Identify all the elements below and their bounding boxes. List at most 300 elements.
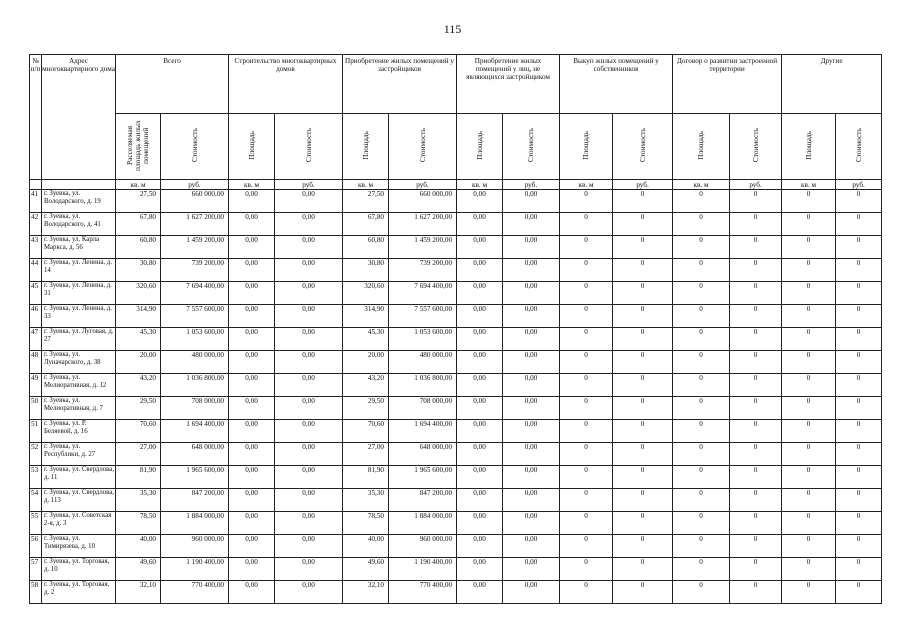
construction-area: 0,00 [229, 305, 275, 328]
unit-area: кв. м [673, 180, 730, 190]
non-developer-area: 0,00 [457, 397, 503, 420]
developer-cost: 1 627 200,00 [389, 213, 457, 236]
construction-area: 0,00 [229, 374, 275, 397]
developer-cost: 1 694 400,00 [389, 420, 457, 443]
header-row-subcolumns [30, 114, 882, 180]
row-number: 52 [30, 443, 42, 466]
header-area: Площадь [673, 114, 730, 180]
construction-area: 0,00 [229, 282, 275, 305]
header-row-groups [30, 55, 882, 114]
table-row [30, 420, 882, 443]
table-row [30, 328, 882, 351]
table-row [30, 489, 882, 512]
non-developer-cost: 0,00 [503, 581, 560, 604]
row-number: 46 [30, 305, 42, 328]
row-address: г. Зуевка, ул. Тимирязева, д. 10 [42, 535, 116, 558]
non-developer-cost: 0,00 [503, 190, 560, 213]
table-row [30, 535, 882, 558]
buyout-area: 0 [560, 581, 613, 604]
header-group-total: Всего [116, 55, 229, 114]
header-group-non-developer-purchase: Приобретение жилых помещений у лиц, не являющихся застройщиком [457, 55, 560, 114]
other-area: 0 [782, 328, 836, 351]
other-area: 0 [782, 213, 836, 236]
header-area: Площадь [457, 114, 503, 180]
construction-area: 0,00 [229, 259, 275, 282]
total-cost: 648 000,00 [161, 443, 229, 466]
developer-area: 27,50 [343, 190, 389, 213]
buyout-cost: 0 [613, 190, 673, 213]
header-area: Площадь [229, 114, 275, 180]
row-number: 57 [30, 558, 42, 581]
total-cost: 7 694 400,00 [161, 282, 229, 305]
developer-area: 35,30 [343, 489, 389, 512]
other-cost: 0 [836, 236, 882, 259]
non-developer-cost: 0,00 [503, 351, 560, 374]
other-area: 0 [782, 581, 836, 604]
header-cost: Стоимость [275, 114, 343, 180]
other-cost: 0 [836, 420, 882, 443]
total-cost: 770 400,00 [161, 581, 229, 604]
total-cost: 739 200,00 [161, 259, 229, 282]
buyout-cost: 0 [613, 489, 673, 512]
unit-rub: руб. [275, 180, 343, 190]
other-cost: 0 [836, 558, 882, 581]
table-row [30, 351, 882, 374]
unit-rub: руб. [389, 180, 457, 190]
buyout-cost: 0 [613, 397, 673, 420]
non-developer-area: 0,00 [457, 190, 503, 213]
other-area: 0 [782, 397, 836, 420]
non-developer-cost: 0,00 [503, 236, 560, 259]
row-number: 54 [30, 489, 42, 512]
header-cost: Стоимость [161, 114, 229, 180]
construction-area: 0,00 [229, 466, 275, 489]
construction-cost: 0,00 [275, 236, 343, 259]
row-address: г. Зуевка, ул. Ленина, д. 14 [42, 259, 116, 282]
agreement-area: 0 [673, 443, 730, 466]
agreement-area: 0 [673, 236, 730, 259]
header-group-construction: Строительство многоквартирных домов [229, 55, 343, 114]
header-row-units [30, 180, 882, 190]
table-row [30, 558, 882, 581]
table-row [30, 259, 882, 282]
other-cost: 0 [836, 466, 882, 489]
row-address: г. Зуевка, ул. Ленина, д. 31 [42, 282, 116, 305]
construction-cost: 0,00 [275, 328, 343, 351]
construction-area: 0,00 [229, 535, 275, 558]
table-row [30, 397, 882, 420]
construction-area: 0,00 [229, 420, 275, 443]
row-address: г. Зуевка, ул. Советская 2-я, д. 3 [42, 512, 116, 535]
header-group-other: Другие [782, 55, 882, 114]
developer-cost: 648 000,00 [389, 443, 457, 466]
table-row [30, 443, 882, 466]
construction-cost: 0,00 [275, 397, 343, 420]
non-developer-cost: 0,00 [503, 374, 560, 397]
non-developer-area: 0,00 [457, 420, 503, 443]
other-cost: 0 [836, 328, 882, 351]
construction-cost: 0,00 [275, 351, 343, 374]
construction-cost: 0,00 [275, 374, 343, 397]
total-area: 29,50 [116, 397, 161, 420]
total-cost: 7 557 600,00 [161, 305, 229, 328]
non-developer-cost: 0,00 [503, 305, 560, 328]
non-developer-area: 0,00 [457, 259, 503, 282]
developer-area: 78,50 [343, 512, 389, 535]
unit-rub: руб. [613, 180, 673, 190]
total-cost: 847 200,00 [161, 489, 229, 512]
buyout-cost: 0 [613, 420, 673, 443]
construction-cost: 0,00 [275, 282, 343, 305]
row-number: 47 [30, 328, 42, 351]
table-row [30, 374, 882, 397]
table-row [30, 305, 882, 328]
buyout-cost: 0 [613, 282, 673, 305]
unit-area: кв. м [457, 180, 503, 190]
developer-area: 320,60 [343, 282, 389, 305]
non-developer-area: 0,00 [457, 374, 503, 397]
agreement-cost: 0 [730, 259, 782, 282]
total-area: 70,60 [116, 420, 161, 443]
buyout-cost: 0 [613, 259, 673, 282]
unit-area: кв. м [116, 180, 161, 190]
developer-cost: 708 000,00 [389, 397, 457, 420]
other-cost: 0 [836, 581, 882, 604]
agreement-cost: 0 [730, 535, 782, 558]
non-developer-cost: 0,00 [503, 443, 560, 466]
header-cost: Стоимость [613, 114, 673, 180]
total-cost: 1 190 400,00 [161, 558, 229, 581]
row-address: г. Зуевка, ул. Володарского, д. 41 [42, 213, 116, 236]
total-area: 43,20 [116, 374, 161, 397]
developer-area: 40,00 [343, 535, 389, 558]
non-developer-area: 0,00 [457, 512, 503, 535]
total-cost: 960 000,00 [161, 535, 229, 558]
non-developer-cost: 0,00 [503, 328, 560, 351]
agreement-cost: 0 [730, 581, 782, 604]
buyout-area: 0 [560, 259, 613, 282]
header-cost: Стоимость [836, 114, 882, 180]
unit-area: кв. м [782, 180, 836, 190]
other-cost: 0 [836, 374, 882, 397]
total-area: 27,00 [116, 443, 161, 466]
construction-cost: 0,00 [275, 420, 343, 443]
construction-cost: 0,00 [275, 581, 343, 604]
developer-cost: 1 884 000,00 [389, 512, 457, 535]
other-cost: 0 [836, 351, 882, 374]
header-group-buyout: Выкуп жилых помещений у собственников [560, 55, 673, 114]
row-number: 51 [30, 420, 42, 443]
agreement-area: 0 [673, 305, 730, 328]
header-area: Площадь [560, 114, 613, 180]
total-cost: 1 459 200,00 [161, 236, 229, 259]
developer-cost: 7 694 400,00 [389, 282, 457, 305]
construction-area: 0,00 [229, 328, 275, 351]
other-area: 0 [782, 466, 836, 489]
other-area: 0 [782, 489, 836, 512]
agreement-cost: 0 [730, 397, 782, 420]
total-area: 78,50 [116, 512, 161, 535]
resettlement-table [29, 54, 882, 604]
buyout-cost: 0 [613, 535, 673, 558]
buyout-area: 0 [560, 512, 613, 535]
total-area: 49,60 [116, 558, 161, 581]
total-cost: 480 000,00 [161, 351, 229, 374]
total-cost: 1 965 600,00 [161, 466, 229, 489]
row-number: 55 [30, 512, 42, 535]
non-developer-cost: 0,00 [503, 213, 560, 236]
total-area: 60,80 [116, 236, 161, 259]
other-area: 0 [782, 512, 836, 535]
unit-area: кв. м [343, 180, 389, 190]
buyout-area: 0 [560, 535, 613, 558]
non-developer-area: 0,00 [457, 305, 503, 328]
other-cost: 0 [836, 190, 882, 213]
page-number: 115 [443, 22, 462, 36]
developer-area: 32,10 [343, 581, 389, 604]
non-developer-area: 0,00 [457, 443, 503, 466]
row-number: 48 [30, 351, 42, 374]
row-address: г. Зуевка, ул. Володарского, д. 19 [42, 190, 116, 213]
header-address: Адрес многоквартирного дома [42, 55, 116, 180]
row-number: 42 [30, 213, 42, 236]
buyout-area: 0 [560, 374, 613, 397]
other-area: 0 [782, 190, 836, 213]
developer-area: 43,20 [343, 374, 389, 397]
total-area: 32,10 [116, 581, 161, 604]
non-developer-cost: 0,00 [503, 489, 560, 512]
buyout-cost: 0 [613, 466, 673, 489]
buyout-area: 0 [560, 213, 613, 236]
developer-cost: 1 053 600,00 [389, 328, 457, 351]
non-developer-area: 0,00 [457, 282, 503, 305]
buyout-area: 0 [560, 328, 613, 351]
row-address: г. Зуевка, ул. Ленина, д. 33 [42, 305, 116, 328]
developer-area: 49,60 [343, 558, 389, 581]
agreement-area: 0 [673, 328, 730, 351]
construction-cost: 0,00 [275, 558, 343, 581]
buyout-area: 0 [560, 351, 613, 374]
row-number: 49 [30, 374, 42, 397]
buyout-area: 0 [560, 236, 613, 259]
non-developer-cost: 0,00 [503, 558, 560, 581]
unit-rub: руб. [503, 180, 560, 190]
non-developer-cost: 0,00 [503, 512, 560, 535]
non-developer-cost: 0,00 [503, 535, 560, 558]
developer-area: 81,90 [343, 466, 389, 489]
other-area: 0 [782, 236, 836, 259]
total-cost: 1 036 800,00 [161, 374, 229, 397]
agreement-cost: 0 [730, 328, 782, 351]
agreement-area: 0 [673, 535, 730, 558]
table-body [30, 190, 882, 604]
construction-cost: 0,00 [275, 259, 343, 282]
total-cost: 1 627 200,00 [161, 213, 229, 236]
row-address: г. Зуевка, ул. Мелиоративная, д. 12 [42, 374, 116, 397]
row-address: г. Зуевка, ул. Мелиоративная, д. 7 [42, 397, 116, 420]
row-address: г. Зуевка, ул. Торговая, д. 10 [42, 558, 116, 581]
developer-cost: 1 459 200,00 [389, 236, 457, 259]
non-developer-area: 0,00 [457, 581, 503, 604]
header-cost: Стоимость [389, 114, 457, 180]
developer-area: 20,00 [343, 351, 389, 374]
row-number: 44 [30, 259, 42, 282]
other-cost: 0 [836, 512, 882, 535]
row-number: 50 [30, 397, 42, 420]
agreement-area: 0 [673, 581, 730, 604]
non-developer-cost: 0,00 [503, 466, 560, 489]
buyout-area: 0 [560, 443, 613, 466]
header-no: № п/п [30, 55, 42, 180]
agreement-area: 0 [673, 213, 730, 236]
non-developer-area: 0,00 [457, 489, 503, 512]
other-area: 0 [782, 443, 836, 466]
table-row [30, 282, 882, 305]
agreement-cost: 0 [730, 558, 782, 581]
agreement-cost: 0 [730, 512, 782, 535]
agreement-area: 0 [673, 190, 730, 213]
developer-area: 314,90 [343, 305, 389, 328]
total-area: 45,30 [116, 328, 161, 351]
developer-cost: 770 400,00 [389, 581, 457, 604]
buyout-area: 0 [560, 466, 613, 489]
agreement-area: 0 [673, 466, 730, 489]
unit-area: кв. м [560, 180, 613, 190]
non-developer-area: 0,00 [457, 351, 503, 374]
developer-area: 27,00 [343, 443, 389, 466]
row-number: 43 [30, 236, 42, 259]
row-number: 45 [30, 282, 42, 305]
agreement-cost: 0 [730, 236, 782, 259]
row-address: г. Зуевка, ул. Луговая, д. 27 [42, 328, 116, 351]
construction-area: 0,00 [229, 213, 275, 236]
row-number: 58 [30, 581, 42, 604]
total-area: 40,00 [116, 535, 161, 558]
other-cost: 0 [836, 397, 882, 420]
total-area: 67,80 [116, 213, 161, 236]
agreement-cost: 0 [730, 213, 782, 236]
total-area: 320,60 [116, 282, 161, 305]
construction-area: 0,00 [229, 558, 275, 581]
agreement-area: 0 [673, 351, 730, 374]
row-number: 53 [30, 466, 42, 489]
buyout-area: 0 [560, 282, 613, 305]
developer-cost: 480 000,00 [389, 351, 457, 374]
total-cost: 660 000,00 [161, 190, 229, 213]
unit-area: кв. м [229, 180, 275, 190]
non-developer-cost: 0,00 [503, 259, 560, 282]
header-group-development-agreement: Договор о развитии застроенной территории [673, 55, 782, 114]
non-developer-area: 0,00 [457, 236, 503, 259]
total-area: 314,90 [116, 305, 161, 328]
construction-area: 0,00 [229, 397, 275, 420]
table-row [30, 190, 882, 213]
row-address: г. Зуевка, ул. Торговая, д. 2 [42, 581, 116, 604]
non-developer-area: 0,00 [457, 328, 503, 351]
buyout-cost: 0 [613, 512, 673, 535]
developer-cost: 7 557 600,00 [389, 305, 457, 328]
agreement-area: 0 [673, 420, 730, 443]
non-developer-area: 0,00 [457, 466, 503, 489]
non-developer-area: 0,00 [457, 558, 503, 581]
construction-area: 0,00 [229, 581, 275, 604]
agreement-area: 0 [673, 259, 730, 282]
unit-rub: руб. [730, 180, 782, 190]
developer-area: 67,80 [343, 213, 389, 236]
developer-cost: 1 190 400,00 [389, 558, 457, 581]
non-developer-area: 0,00 [457, 213, 503, 236]
other-cost: 0 [836, 305, 882, 328]
developer-cost: 960 000,00 [389, 535, 457, 558]
row-address: г. Зуевка, ул. Карла Маркса, д. 56 [42, 236, 116, 259]
non-developer-cost: 0,00 [503, 282, 560, 305]
unit-rub: руб. [161, 180, 229, 190]
agreement-area: 0 [673, 397, 730, 420]
agreement-area: 0 [673, 282, 730, 305]
buyout-cost: 0 [613, 443, 673, 466]
other-cost: 0 [836, 443, 882, 466]
buyout-area: 0 [560, 489, 613, 512]
developer-area: 45,30 [343, 328, 389, 351]
header-cost: Стоимость [503, 114, 560, 180]
row-address: г. Зуевка, ул. Луначарского, д. 38 [42, 351, 116, 374]
other-cost: 0 [836, 489, 882, 512]
buyout-area: 0 [560, 420, 613, 443]
header-area: Площадь [343, 114, 389, 180]
total-cost: 1 694 400,00 [161, 420, 229, 443]
buyout-area: 0 [560, 558, 613, 581]
non-developer-area: 0,00 [457, 535, 503, 558]
row-address: г. Зуевка, ул. Свердлова, д. 113 [42, 489, 116, 512]
total-area: 81,90 [116, 466, 161, 489]
construction-area: 0,00 [229, 190, 275, 213]
total-cost: 708 000,00 [161, 397, 229, 420]
row-address: г. Зуевка, ул. Свердлова, д. 11 [42, 466, 116, 489]
construction-area: 0,00 [229, 489, 275, 512]
table-row [30, 236, 882, 259]
other-cost: 0 [836, 259, 882, 282]
developer-cost: 1 965 600,00 [389, 466, 457, 489]
row-number: 41 [30, 190, 42, 213]
buyout-area: 0 [560, 190, 613, 213]
header-cost: Стоимость [730, 114, 782, 180]
buyout-cost: 0 [613, 351, 673, 374]
other-area: 0 [782, 282, 836, 305]
developer-cost: 660 000,00 [389, 190, 457, 213]
construction-cost: 0,00 [275, 305, 343, 328]
agreement-cost: 0 [730, 282, 782, 305]
buyout-area: 0 [560, 397, 613, 420]
table-row [30, 512, 882, 535]
agreement-area: 0 [673, 374, 730, 397]
row-address: г. Зуевка, ул. Р. Беляевой, д. 16 [42, 420, 116, 443]
buyout-area: 0 [560, 305, 613, 328]
buyout-cost: 0 [613, 328, 673, 351]
row-number: 56 [30, 535, 42, 558]
total-area: 20,00 [116, 351, 161, 374]
construction-cost: 0,00 [275, 213, 343, 236]
agreement-cost: 0 [730, 374, 782, 397]
other-area: 0 [782, 259, 836, 282]
other-area: 0 [782, 351, 836, 374]
total-area: 27,50 [116, 190, 161, 213]
construction-cost: 0,00 [275, 512, 343, 535]
header-group-developer-purchase: Приобретение жилых помещений у застройщиков [343, 55, 457, 114]
agreement-cost: 0 [730, 420, 782, 443]
construction-area: 0,00 [229, 443, 275, 466]
developer-cost: 847 200,00 [389, 489, 457, 512]
construction-cost: 0,00 [275, 466, 343, 489]
